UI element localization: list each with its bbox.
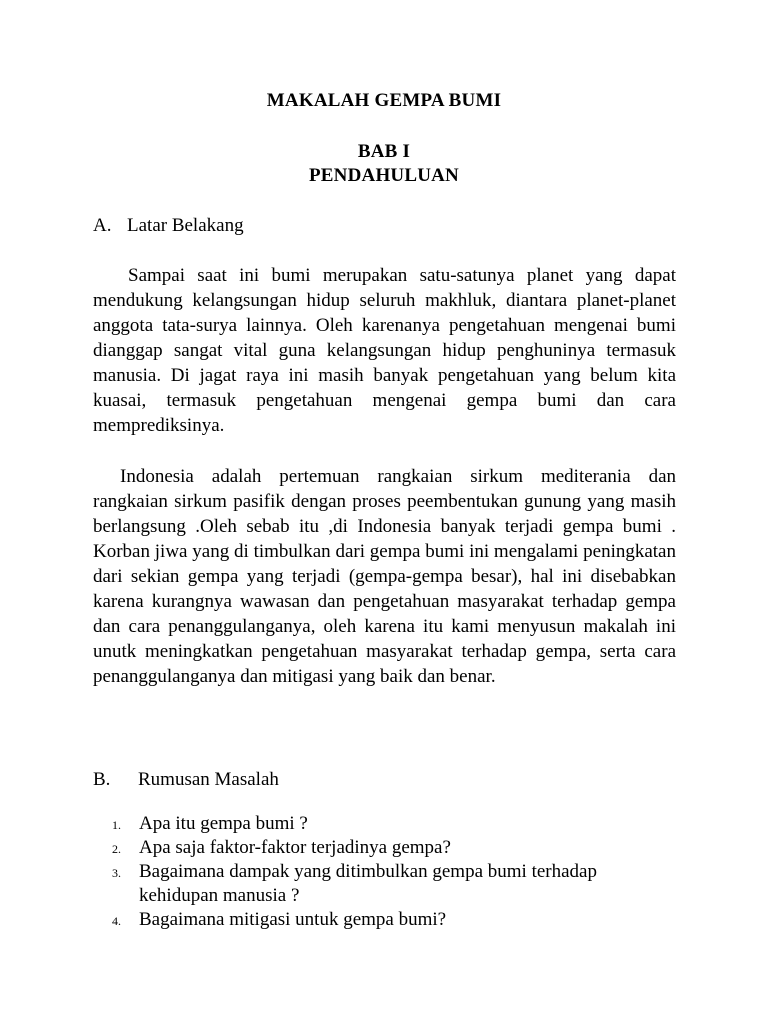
section-b-marker: B. — [93, 769, 111, 790]
problem-list — [112, 812, 632, 932]
list-item-text: Bagaimana mitigasi untuk gempa bumi? — [139, 909, 447, 930]
list-item-number: 4. — [112, 914, 121, 928]
document-title: MAKALAH GEMPA BUMI — [266, 90, 502, 111]
list-item — [112, 860, 632, 908]
list-item — [112, 812, 632, 836]
list-item-number: 1. — [112, 818, 121, 832]
list-item-text: Bagaimana dampak yang ditimbulkan gempa bumi terhadap kehidupan manusia ? — [139, 861, 597, 906]
background-paragraph-1: Sampai saat ini bumi merupakan satu-satunya planet yang dapat mendukung kelangsungan hidup seluruh makhluk, diantara planet-planet anggota tata-surya lainnya. Oleh karenanya pengetahuan mengenai bumi dianggap sangat vital guna kelangsungan hidup penghuninya termasuk manusia. Di jagat raya ini masih banyak pengetahuan yang belum kita kuasai, termasuk pengetahuan mengenai gempa bumi dan cara memprediksinya. — [93, 265, 676, 436]
section-a-marker: A. — [93, 215, 112, 236]
list-item-number: 3. — [112, 866, 121, 880]
list-item — [112, 836, 632, 860]
background-paragraph-2: Indonesia adalah pertemuan rangkaian sirkum mediterania dan rangkaian sirkum pasifik dengan proses peembentukan gunung yang masih berlangsung .Oleh sebab itu ,di Indonesia banyak terjadi gempa bumi . Korban jiwa yang di timbulkan dari gempa bumi ini mengalami peningkatan dari sekian gempa yang terjadi (gempa-gempa besar), hal ini disebabkan karena kurangnya wawasan dan pengetahuan masyarakat terhadap gempa dan cara penanggulanganya, oleh karena itu kami menyusun makalah ini unutk meningkatkan pengetahuan masyarakat terhadap gempa, serta cara penanggulanganya dan mitigasi yang baik dan benar. — [93, 466, 676, 687]
chapter-title: PENDAHULUAN — [309, 165, 459, 186]
list-item — [112, 908, 632, 932]
list-item-number: 2. — [112, 842, 121, 856]
list-item-text: Apa saja faktor-faktor terjadinya gempa? — [139, 837, 451, 858]
section-b-title: Rumusan Masalah — [138, 769, 279, 790]
list-item-text: Apa itu gempa bumi ? — [139, 813, 308, 834]
chapter-number: BAB I — [357, 141, 411, 162]
section-a-title: Latar Belakang — [127, 215, 244, 236]
section-b-heading — [93, 768, 279, 792]
section-a-heading — [93, 214, 244, 238]
